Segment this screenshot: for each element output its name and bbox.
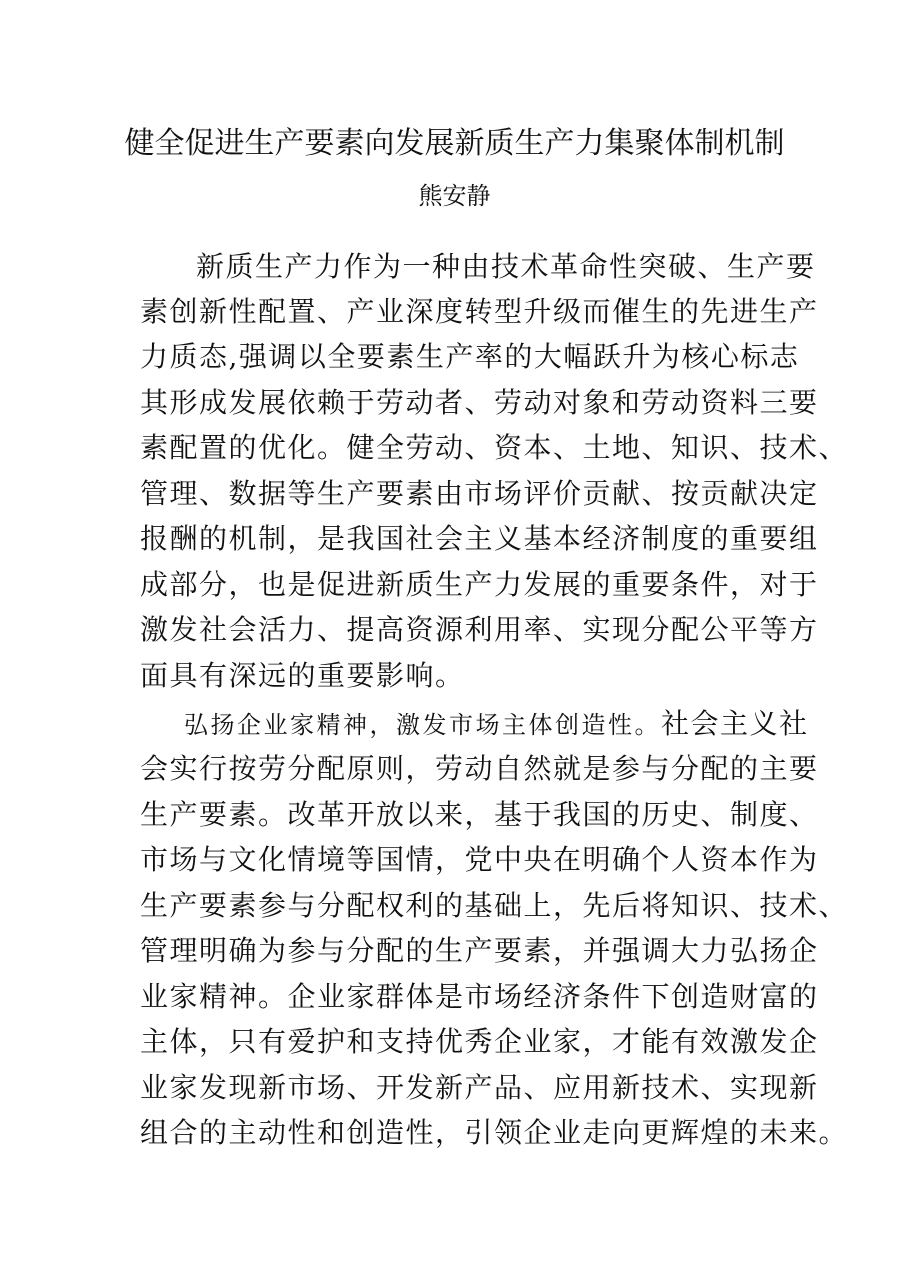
paragraph-2-line: 生产要素。改革开放以来，基于我国的历史、制度、 [140,798,819,831]
paragraph-2-first-line-rest: 社会主义社 [661,707,809,740]
document-author: 熊安静 [418,182,491,210]
paragraph-2-line: 市场与文化情境等国情，党中央在明确个人资本作为 [140,843,819,876]
paragraph-2-line: 主体，只有爱护和支持优秀企业家，才能有效激发企 [140,1025,819,1058]
paragraph-1-line: 面具有深远的重要影响。 [140,659,465,692]
paragraph-1-line: 素配置的优化。健全劳动、资本、土地、知识、技术、 [140,431,849,464]
paragraph-2-line: 生产要素参与分配权利的基础上，先后将知识、技术、 [140,889,849,922]
paragraph-1-line: 素创新性配置、产业深度转型升级而催生的先进生产 [140,295,819,328]
paragraph-1-line: 成部分，也是促进新质生产力发展的重要条件，对于 [140,568,819,601]
paragraph-2-line: 业家精神。企业家群体是市场经济条件下创造财富的 [140,980,819,1013]
document-title: 健全促进生产要素向发展新质生产力集聚体制机制 [124,126,785,161]
paragraph-2-lead: 弘扬企业家精神，激发市场主体创造性。 [184,711,661,739]
paragraph-1-line: 力质态,强调以全要素生产率的大幅跃升为核心标志 [140,340,800,373]
paragraph-1-line: 其形成发展依赖于劳动者、劳动对象和劳动资料三要 [140,386,819,419]
paragraph-2-line: 业家发现新市场、开发新产品、应用新技术、实现新 [140,1071,819,1104]
paragraph-1-line: 新质生产力作为一种由技术革命性突破、生产要 [196,250,816,283]
paragraph-1-line: 激发社会活力、提高资源利用率、实现分配公平等方 [140,613,819,646]
paragraph-1-line: 管理、数据等生产要素由市场评价贡献、按贡献决定 [140,477,819,510]
paragraph-2-line: 组合的主动性和创造性，引领企业走向更辉煌的未来。 [140,1116,849,1149]
paragraph-2-first-line [184,702,909,747]
paragraph-2-line: 管理明确为参与分配的生产要素，并强调大力弘扬企 [140,934,819,967]
paragraph-1-line: 报酬的机制，是我国社会主义基本经济制度的重要组 [140,522,819,555]
paragraph-2-line: 会实行按劳分配原则，劳动自然就是参与分配的主要 [140,752,819,785]
